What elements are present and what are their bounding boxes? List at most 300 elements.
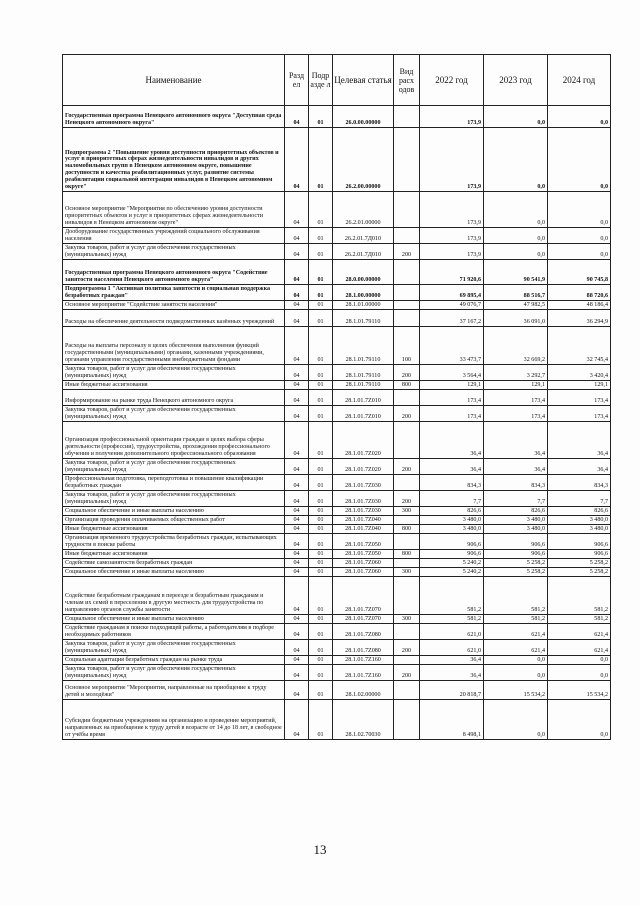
table-row — [63, 475, 611, 491]
cell-podrazdel: 01 — [309, 665, 333, 681]
table-row — [63, 381, 611, 390]
cell-year-2023: 32 669,2 — [484, 327, 548, 365]
cell-podrazdel: 01 — [309, 459, 333, 475]
cell-expense-type — [394, 681, 420, 700]
cell-year-2024: 0,0 — [548, 106, 611, 128]
cell-year-2023: 90 541,9 — [484, 260, 548, 285]
cell-year-2023: 7,7 — [484, 491, 548, 507]
cell-year-2023: 36,4 — [484, 422, 548, 459]
cell-year-2024: 3 420,4 — [548, 365, 611, 381]
cell-name: Социальное обеспечение и иные выплаты населению — [63, 568, 285, 577]
cell-year-2024: 129,1 — [548, 381, 611, 390]
cell-target-article: 28.1.01.7Z060 — [333, 559, 394, 568]
cell-razdel: 04 — [285, 301, 309, 310]
budget-table — [62, 54, 611, 740]
cell-name: Расходы на обеспечение деятельности подведомственных казённых учреждений — [63, 310, 285, 327]
cell-razdel: 04 — [285, 260, 309, 285]
cell-year-2024: 0,0 — [548, 244, 611, 260]
table-row — [63, 422, 611, 459]
cell-expense-type: 800 — [394, 525, 420, 534]
cell-target-article: 28.1.01.7Z160 — [333, 656, 394, 665]
cell-razdel: 04 — [285, 640, 309, 656]
cell-year-2022: 173,9 — [420, 192, 484, 228]
cell-year-2022: 826,6 — [420, 507, 484, 516]
cell-year-2024: 32 745,4 — [548, 327, 611, 365]
cell-year-2023: 0,0 — [484, 656, 548, 665]
cell-expense-type: 200 — [394, 491, 420, 507]
cell-podrazdel: 01 — [309, 327, 333, 365]
cell-year-2022: 621,0 — [420, 624, 484, 640]
cell-podrazdel: 01 — [309, 260, 333, 285]
cell-podrazdel: 01 — [309, 310, 333, 327]
cell-razdel: 04 — [285, 577, 309, 615]
table-row — [63, 640, 611, 656]
table-row — [63, 128, 611, 192]
cell-razdel: 04 — [285, 615, 309, 624]
table-row — [63, 192, 611, 228]
cell-razdel: 04 — [285, 507, 309, 516]
cell-year-2023: 0,0 — [484, 106, 548, 128]
cell-podrazdel: 01 — [309, 534, 333, 550]
cell-year-2023: 0,0 — [484, 228, 548, 244]
cell-target-article: 26.2.00.00000 — [333, 128, 394, 192]
header-podrazdel: Подр азде л — [309, 55, 333, 106]
table-row — [63, 228, 611, 244]
cell-expense-type — [394, 700, 420, 740]
cell-year-2023: 129,1 — [484, 381, 548, 390]
header-name: Наименование — [63, 55, 285, 106]
cell-target-article: 28.1.02.00000 — [333, 681, 394, 700]
cell-podrazdel: 01 — [309, 700, 333, 740]
cell-razdel: 04 — [285, 327, 309, 365]
table-row — [63, 406, 611, 422]
cell-year-2022: 173,4 — [420, 406, 484, 422]
cell-target-article: 28.1.01.7Z060 — [333, 568, 394, 577]
cell-razdel: 04 — [285, 365, 309, 381]
cell-year-2024: 3 480,0 — [548, 516, 611, 525]
cell-name: Дооборудование государственных учреждений социального обслуживания населения — [63, 228, 285, 244]
cell-year-2023: 173,4 — [484, 390, 548, 406]
cell-year-2024: 36,4 — [548, 459, 611, 475]
cell-year-2024: 36 294,9 — [548, 310, 611, 327]
cell-podrazdel: 01 — [309, 285, 333, 301]
cell-year-2023: 906,6 — [484, 550, 548, 559]
cell-target-article: 28.1.01.7Z070 — [333, 615, 394, 624]
cell-year-2023: 826,6 — [484, 507, 548, 516]
table-row — [63, 656, 611, 665]
cell-year-2024: 173,4 — [548, 406, 611, 422]
table-row — [63, 534, 611, 550]
cell-year-2023: 3 292,7 — [484, 365, 548, 381]
cell-expense-type — [394, 106, 420, 128]
table-row — [63, 390, 611, 406]
cell-name: Государственная программа Ненецкого автономного округа "Содействие занятости населения Ненецкого автономного округа" — [63, 260, 285, 285]
cell-target-article: 28.1.01.7Z020 — [333, 459, 394, 475]
cell-year-2024: 15 534,2 — [548, 681, 611, 700]
cell-podrazdel: 01 — [309, 681, 333, 700]
cell-name: Иные бюджетные ассигнования — [63, 381, 285, 390]
cell-name: Подпрограмма 1 "Активная политика занятости и социальная поддержка безработных граждан" — [63, 285, 285, 301]
cell-name: Закупка товаров, работ и услуг для обеспечения государственных (муниципальных) нужд — [63, 640, 285, 656]
cell-year-2024: 88 720,6 — [548, 285, 611, 301]
cell-year-2023: 0,0 — [484, 192, 548, 228]
cell-razdel: 04 — [285, 106, 309, 128]
cell-podrazdel: 01 — [309, 244, 333, 260]
cell-year-2023: 0,0 — [484, 244, 548, 260]
cell-razdel: 04 — [285, 700, 309, 740]
cell-target-article: 28.1.01.7Z010 — [333, 390, 394, 406]
cell-razdel: 04 — [285, 422, 309, 459]
cell-expense-type — [394, 656, 420, 665]
table-row — [63, 665, 611, 681]
cell-name: Организация проведения оплачиваемых общественных работ — [63, 516, 285, 525]
cell-year-2024: 0,0 — [548, 128, 611, 192]
cell-year-2022: 5 240,2 — [420, 559, 484, 568]
cell-target-article: 28.1.01.00000 — [333, 301, 394, 310]
cell-year-2022: 581,2 — [420, 577, 484, 615]
cell-expense-type: 200 — [394, 665, 420, 681]
cell-year-2024: 581,2 — [548, 577, 611, 615]
cell-year-2022: 36,4 — [420, 422, 484, 459]
cell-target-article: 28.1.01.7Z080 — [333, 640, 394, 656]
cell-name: Профессиональная подготовка, переподготовка и повышение квалификации безработных граждан — [63, 475, 285, 491]
cell-year-2023: 88 516,7 — [484, 285, 548, 301]
cell-expense-type: 300 — [394, 615, 420, 624]
cell-name: Иные бюджетные ассигнования — [63, 525, 285, 534]
cell-expense-type: 200 — [394, 406, 420, 422]
cell-target-article: 28.1.01.79110 — [333, 365, 394, 381]
cell-name: Содействие безработным гражданам в переезде и безработным гражданам и членам их семей в переселении в другую местность для трудоустройства по направлению органов службы занятости — [63, 577, 285, 615]
cell-name: Социальная адаптация безработных граждан на рынке труда — [63, 656, 285, 665]
header-razdel: Разд ел — [285, 55, 309, 106]
cell-year-2023: 5 258,2 — [484, 568, 548, 577]
cell-razdel: 04 — [285, 475, 309, 491]
cell-year-2022: 173,4 — [420, 390, 484, 406]
cell-name: Содействие самозанятости безработных граждан — [63, 559, 285, 568]
cell-razdel: 04 — [285, 244, 309, 260]
cell-year-2022: 906,6 — [420, 534, 484, 550]
cell-podrazdel: 01 — [309, 128, 333, 192]
cell-year-2024: 621,4 — [548, 640, 611, 656]
cell-name: Закупка товаров, работ и услуг для обеспечения государственных (муниципальных) нужд — [63, 665, 285, 681]
cell-year-2023: 834,3 — [484, 475, 548, 491]
cell-year-2022: 37 167,2 — [420, 310, 484, 327]
cell-name: Социальное обеспечение и иные выплаты населению — [63, 507, 285, 516]
cell-expense-type — [394, 390, 420, 406]
cell-target-article: 26.2.01.7Д010 — [333, 228, 394, 244]
cell-expense-type: 200 — [394, 365, 420, 381]
cell-year-2023: 581,2 — [484, 577, 548, 615]
cell-podrazdel: 01 — [309, 475, 333, 491]
cell-year-2022: 49 076,7 — [420, 301, 484, 310]
cell-year-2024: 0,0 — [548, 700, 611, 740]
table-row — [63, 559, 611, 568]
cell-year-2024: 906,6 — [548, 534, 611, 550]
cell-expense-type — [394, 192, 420, 228]
cell-name: Расходы на выплаты персоналу в целях обеспечения выполнения функций государственными (муниципальными) органами, казенными учреждениями, органами управления государственными внебюджетными фондами — [63, 327, 285, 365]
cell-razdel: 04 — [285, 665, 309, 681]
cell-year-2024: 173,4 — [548, 390, 611, 406]
cell-expense-type — [394, 260, 420, 285]
cell-podrazdel: 01 — [309, 577, 333, 615]
cell-target-article: 28.1.01.79110 — [333, 381, 394, 390]
cell-year-2023: 0,0 — [484, 665, 548, 681]
cell-podrazdel: 01 — [309, 525, 333, 534]
header-target-article: Целевая статья — [333, 55, 394, 106]
header-year-2022: 2022 год — [420, 55, 484, 106]
cell-year-2023: 3 480,0 — [484, 525, 548, 534]
cell-year-2022: 20 818,7 — [420, 681, 484, 700]
cell-razdel: 04 — [285, 534, 309, 550]
cell-year-2022: 36,4 — [420, 656, 484, 665]
cell-podrazdel: 01 — [309, 381, 333, 390]
cell-year-2024: 90 745,8 — [548, 260, 611, 285]
cell-expense-type — [394, 624, 420, 640]
table-row — [63, 327, 611, 365]
table-row — [63, 525, 611, 534]
cell-target-article: 28.1.01.7Z050 — [333, 534, 394, 550]
cell-target-article: 28.1.01.7Z070 — [333, 577, 394, 615]
cell-expense-type: 200 — [394, 244, 420, 260]
cell-year-2022: 33 473,7 — [420, 327, 484, 365]
table-row — [63, 577, 611, 615]
cell-target-article: 28.1.01.7Z030 — [333, 491, 394, 507]
cell-name: Закупка товаров, работ и услуг для обеспечения государственных (муниципальных) нужд — [63, 491, 285, 507]
cell-podrazdel: 01 — [309, 656, 333, 665]
cell-year-2023: 906,6 — [484, 534, 548, 550]
cell-name: Подпрограмма 2 "Повышение уровня доступности приоритетных объектов и услуг в приоритетных сферах жизнедеятельности инвалидов и других маломобильных групп в Ненецком автономном округе, повышение доступности и качества реабилитационных услуг, развитие системы реабилитации социальной интеграции инвалидов в Ненецком автономном округе" — [63, 128, 285, 192]
cell-year-2023: 5 258,2 — [484, 559, 548, 568]
cell-podrazdel: 01 — [309, 106, 333, 128]
cell-year-2023: 581,2 — [484, 615, 548, 624]
cell-name: Организация профессиональной ориентации граждан в целях выбора сферы деятельности (профессии), трудоустройства, прохождения профессионального обучения и получения дополнительного профессионального образования — [63, 422, 285, 459]
cell-year-2024: 5 258,2 — [548, 559, 611, 568]
cell-razdel: 04 — [285, 550, 309, 559]
cell-razdel: 04 — [285, 228, 309, 244]
cell-podrazdel: 01 — [309, 559, 333, 568]
cell-year-2022: 3 480,0 — [420, 525, 484, 534]
cell-name: Закупка товаров, работ и услуг для обеспечения государственных (муниципальных) нужд — [63, 406, 285, 422]
cell-year-2022: 69 895,4 — [420, 285, 484, 301]
cell-name: Закупка товаров, работ и услуг для обеспечения государственных (муниципальных) нужд — [63, 459, 285, 475]
cell-razdel: 04 — [285, 525, 309, 534]
cell-target-article: 28.1.01.7Z040 — [333, 525, 394, 534]
page-number: 13 — [313, 842, 327, 857]
cell-podrazdel: 01 — [309, 365, 333, 381]
cell-name: Субсидии бюджетным учреждениям на организацию и проведение мероприятий, направленных на приобщение к труду детей в возрасте от 14 до 18 лет, в свободное от учёбы время — [63, 700, 285, 740]
table-row — [63, 550, 611, 559]
cell-podrazdel: 01 — [309, 228, 333, 244]
cell-target-article: 28.1.01.7Z030 — [333, 507, 394, 516]
cell-target-article: 28.1.01.79110 — [333, 310, 394, 327]
cell-year-2024: 906,6 — [548, 550, 611, 559]
cell-podrazdel: 01 — [309, 550, 333, 559]
cell-year-2022: 129,1 — [420, 381, 484, 390]
cell-razdel: 04 — [285, 681, 309, 700]
cell-year-2024: 834,3 — [548, 475, 611, 491]
cell-target-article: 28.1.01.7Z050 — [333, 550, 394, 559]
cell-year-2022: 5 240,2 — [420, 568, 484, 577]
table-row — [63, 568, 611, 577]
cell-expense-type — [394, 422, 420, 459]
cell-target-article: 28.1.01.7Z030 — [333, 475, 394, 491]
cell-year-2022: 36,4 — [420, 665, 484, 681]
cell-razdel: 04 — [285, 310, 309, 327]
cell-podrazdel: 01 — [309, 406, 333, 422]
cell-target-article: 26.2.01.7Д010 — [333, 244, 394, 260]
table-row — [63, 365, 611, 381]
cell-expense-type — [394, 559, 420, 568]
cell-target-article: 28.0.00.00000 — [333, 260, 394, 285]
cell-podrazdel: 01 — [309, 301, 333, 310]
cell-target-article: 28.1.01.7Z010 — [333, 406, 394, 422]
table-row — [63, 106, 611, 128]
cell-expense-type — [394, 534, 420, 550]
cell-expense-type — [394, 301, 420, 310]
table-row — [63, 516, 611, 525]
cell-podrazdel: 01 — [309, 491, 333, 507]
cell-year-2024: 3 480,0 — [548, 525, 611, 534]
cell-razdel: 04 — [285, 381, 309, 390]
cell-expense-type — [394, 516, 420, 525]
cell-year-2024: 621,4 — [548, 624, 611, 640]
cell-expense-type: 200 — [394, 459, 420, 475]
cell-target-article: 28.1.01.79110 — [333, 327, 394, 365]
cell-year-2023: 0,0 — [484, 700, 548, 740]
cell-razdel: 04 — [285, 390, 309, 406]
cell-razdel: 04 — [285, 656, 309, 665]
cell-target-article: 28.1.01.7Z020 — [333, 422, 394, 459]
cell-target-article: 28.1.01.7Z080 — [333, 624, 394, 640]
cell-razdel: 04 — [285, 406, 309, 422]
table-header-row — [63, 55, 611, 106]
cell-razdel: 04 — [285, 459, 309, 475]
cell-year-2022: 621,0 — [420, 640, 484, 656]
table-row — [63, 491, 611, 507]
cell-year-2024: 0,0 — [548, 192, 611, 228]
cell-podrazdel: 01 — [309, 507, 333, 516]
cell-expense-type — [394, 310, 420, 327]
cell-expense-type — [394, 128, 420, 192]
cell-year-2022: 8 498,1 — [420, 700, 484, 740]
cell-target-article: 26.2.01.00000 — [333, 192, 394, 228]
cell-year-2022: 173,9 — [420, 228, 484, 244]
cell-name: Государственная программа Ненецкого автономного округа "Доступная среда Ненецкого автономного округа" — [63, 106, 285, 128]
table-row — [63, 700, 611, 740]
cell-year-2023: 3 480,0 — [484, 516, 548, 525]
cell-razdel: 04 — [285, 491, 309, 507]
cell-expense-type — [394, 475, 420, 491]
cell-name: Основное мероприятие "Мероприятия по обеспечению уровня доступности приоритетных объектов и услуг в приоритетных сферах жизнедеятельности инвалидов в Ненецком автономном округе" — [63, 192, 285, 228]
cell-year-2022: 3 480,0 — [420, 516, 484, 525]
cell-name: Информирование на рынке труда Ненецкого автономного округа — [63, 390, 285, 406]
cell-podrazdel: 01 — [309, 615, 333, 624]
table-body — [63, 106, 611, 740]
table-row — [63, 615, 611, 624]
table-row — [63, 507, 611, 516]
cell-name: Основное мероприятие "Мероприятия, направленные на приобщение к труду детей и молодёжи" — [63, 681, 285, 700]
header-year-2024: 2024 год — [548, 55, 611, 106]
cell-year-2022: 7,7 — [420, 491, 484, 507]
cell-year-2023: 36,4 — [484, 459, 548, 475]
cell-razdel: 04 — [285, 285, 309, 301]
cell-year-2024: 581,2 — [548, 615, 611, 624]
cell-name: Закупка товаров, работ и услуг для обеспечения государственных (муниципальных) нужд — [63, 244, 285, 260]
cell-podrazdel: 01 — [309, 516, 333, 525]
cell-target-article: 28.1.01.7Z160 — [333, 665, 394, 681]
cell-name: Содействие гражданам в поиске подходящей работы, а работодателям в подборе необходимых работников — [63, 624, 285, 640]
cell-expense-type — [394, 577, 420, 615]
cell-razdel: 04 — [285, 128, 309, 192]
cell-expense-type: 200 — [394, 640, 420, 656]
cell-year-2023: 621,4 — [484, 624, 548, 640]
cell-razdel: 04 — [285, 568, 309, 577]
cell-year-2023: 15 534,2 — [484, 681, 548, 700]
header-expense-type: Вид расх одов — [394, 55, 420, 106]
cell-expense-type: 300 — [394, 507, 420, 516]
cell-expense-type: 300 — [394, 568, 420, 577]
cell-target-article: 28.1.01.7Z040 — [333, 516, 394, 525]
cell-podrazdel: 01 — [309, 390, 333, 406]
header-year-2023: 2023 год — [484, 55, 548, 106]
table-row — [63, 624, 611, 640]
cell-razdel: 04 — [285, 516, 309, 525]
table-row — [63, 285, 611, 301]
cell-expense-type: 100 — [394, 327, 420, 365]
cell-year-2024: 36,4 — [548, 422, 611, 459]
cell-year-2022: 834,3 — [420, 475, 484, 491]
cell-target-article: 28.1.00.00000 — [333, 285, 394, 301]
cell-name: Закупка товаров, работ и услуг для обеспечения государственных (муниципальных) нужд — [63, 365, 285, 381]
table-row — [63, 310, 611, 327]
cell-expense-type: 800 — [394, 381, 420, 390]
cell-year-2022: 581,2 — [420, 615, 484, 624]
cell-podrazdel: 01 — [309, 640, 333, 656]
table-row — [63, 244, 611, 260]
cell-year-2022: 3 564,4 — [420, 365, 484, 381]
cell-year-2023: 0,0 — [484, 128, 548, 192]
table-row — [63, 260, 611, 285]
cell-name: Иные бюджетные ассигнования — [63, 550, 285, 559]
cell-year-2023: 36 091,0 — [484, 310, 548, 327]
table-row — [63, 681, 611, 700]
cell-year-2023: 47 982,5 — [484, 301, 548, 310]
cell-year-2022: 173,9 — [420, 244, 484, 260]
cell-razdel: 04 — [285, 624, 309, 640]
cell-expense-type — [394, 285, 420, 301]
cell-year-2022: 36,4 — [420, 459, 484, 475]
cell-target-article: 26.0.00.00000 — [333, 106, 394, 128]
cell-year-2022: 71 920,6 — [420, 260, 484, 285]
cell-expense-type: 800 — [394, 550, 420, 559]
cell-year-2024: 0,0 — [548, 665, 611, 681]
cell-podrazdel: 01 — [309, 192, 333, 228]
cell-year-2024: 826,6 — [548, 507, 611, 516]
cell-name: Социальное обеспечение и иные выплаты населению — [63, 615, 285, 624]
cell-podrazdel: 01 — [309, 624, 333, 640]
cell-year-2023: 621,4 — [484, 640, 548, 656]
cell-target-article: 28.1.02.70030 — [333, 700, 394, 740]
cell-year-2024: 5 258,2 — [548, 568, 611, 577]
table-row — [63, 301, 611, 310]
cell-year-2022: 173,9 — [420, 106, 484, 128]
cell-name: Организация временного трудоустройства безработных граждан, испытывающих трудности в поиске работы — [63, 534, 285, 550]
cell-podrazdel: 01 — [309, 422, 333, 459]
table-row — [63, 459, 611, 475]
cell-expense-type — [394, 228, 420, 244]
cell-name: Основное мероприятие "Содействие занятости населения" — [63, 301, 285, 310]
cell-year-2024: 0,0 — [548, 228, 611, 244]
